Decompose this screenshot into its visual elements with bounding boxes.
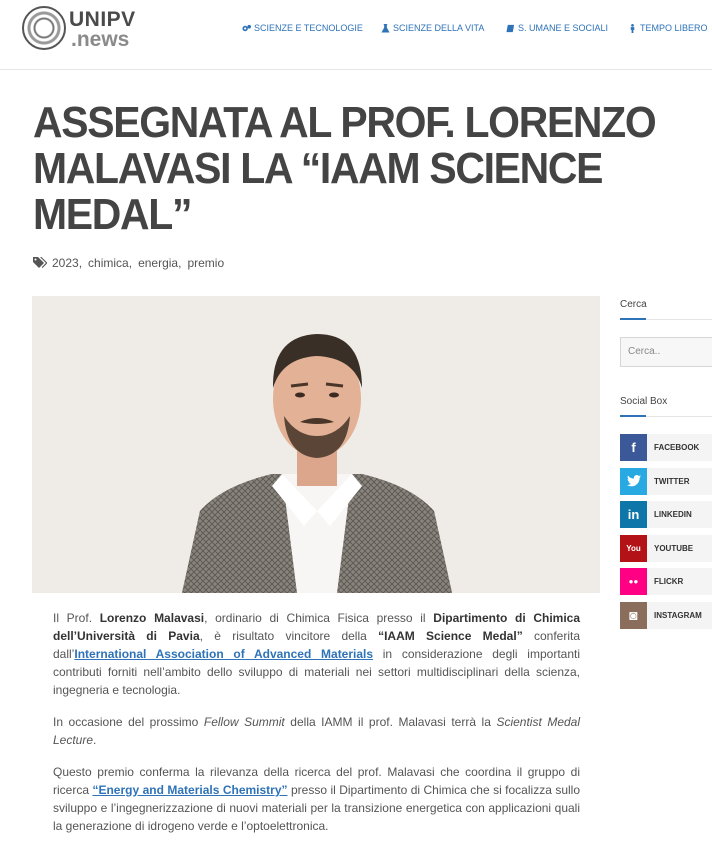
search-widget-title: Cerca: [620, 299, 647, 310]
nav-scienze-tecnologie[interactable]: [242, 23, 363, 33]
bold-text: Dipartimento di Chimica dell’Università di Pavia: [53, 611, 581, 643]
widget-divider: [646, 416, 712, 417]
tag-label: energia: [138, 256, 179, 270]
logo-text-unipv: UNIPV: [69, 8, 136, 31]
social-widget-title: Social Box: [620, 396, 668, 407]
italic-text: Scientist Medal Lecture: [53, 715, 581, 747]
social-linkedin[interactable]: [620, 501, 712, 528]
tags-icon: [33, 257, 47, 269]
social-label: FLICKR: [647, 568, 712, 595]
text: In occasione del prossimo: [53, 715, 204, 729]
widget-underline: [620, 318, 646, 320]
social-instagram[interactable]: [620, 602, 712, 629]
social-label: LINKEDIN: [647, 501, 712, 528]
social-flickr[interactable]: [620, 568, 712, 595]
nav-label: SCIENZE E TECNOLOGIE: [254, 23, 363, 33]
social-label: YOUTUBE: [647, 535, 712, 562]
text: Il Prof.: [53, 611, 100, 625]
social-label: INSTAGRAM: [647, 602, 712, 629]
site-logo[interactable]: [22, 6, 152, 52]
article-photo: [32, 296, 600, 593]
tag-list: [33, 256, 230, 270]
text: conferita dall’: [53, 629, 581, 661]
social-list: [620, 434, 712, 629]
site-header: [0, 0, 712, 70]
sidebar: [620, 296, 712, 635]
text: presso il Dipartimento di Chimica che si focalizza sullo sviluppo e l’ingegnerizzazione di nuovi materiali per la transizione energetica con applicazioni quali la generazione di idrogeno verde e l’optoelettronica.: [53, 783, 580, 833]
facebook-icon: f: [620, 434, 647, 461]
tag-link[interactable]: energia,: [138, 256, 182, 270]
portrait-illustration: [32, 296, 600, 593]
person-icon: [628, 24, 637, 33]
widget-underline: [620, 415, 646, 417]
article-title: ASSEGNATA AL PROF. LORENZO MALAVASI LA “IAAM SCIENCE MEDAL”: [33, 98, 656, 239]
research-group-link[interactable]: “Energy and Materials Chemistry”: [92, 783, 288, 797]
widget-divider: [646, 319, 712, 320]
text: della IAMM il prof. Malavasi terrà la: [284, 715, 497, 729]
nav-umane-sociali[interactable]: [506, 23, 608, 33]
iaam-link[interactable]: International Association of Advanced Materials: [74, 647, 374, 661]
flask-icon: [381, 24, 390, 33]
search-input[interactable]: Cerca..: [620, 337, 712, 367]
article-body: [53, 609, 580, 849]
university-seal-icon: [22, 6, 66, 50]
linkedin-icon: in: [620, 501, 647, 528]
book-icon: [506, 24, 515, 33]
tag-link[interactable]: chimica,: [88, 256, 133, 270]
social-widget: [620, 393, 712, 629]
social-youtube[interactable]: [620, 535, 712, 562]
bold-text: Lorenzo Malavasi: [99, 611, 205, 625]
paragraph: [53, 763, 580, 835]
nav-label: TEMPO LIBERO: [640, 23, 708, 33]
text: Questo premio conferma la rilevanza della ricerca del prof. Malavasi che coordina il gruppo di ricerca: [53, 765, 580, 797]
flickr-icon: ●●: [620, 568, 647, 595]
gears-icon: [242, 24, 251, 33]
nav-tempo-libero[interactable]: [628, 23, 708, 33]
paragraph: [53, 609, 580, 699]
logo-text-news: .news: [71, 28, 130, 51]
tag-label: 2023: [52, 256, 79, 270]
social-label: TWITTER: [647, 468, 712, 495]
nav-label: SCIENZE DELLA VITA: [393, 23, 485, 33]
tag-label: chimica: [88, 256, 129, 270]
twitter-icon: [620, 468, 647, 495]
social-twitter[interactable]: [620, 468, 712, 495]
text: .: [93, 733, 97, 747]
text: , è risultato vincitore della: [199, 629, 379, 643]
social-label: FACEBOOK: [647, 434, 712, 461]
text: , ordinario di Chimica Fisica presso il: [204, 611, 434, 625]
tag-link[interactable]: 2023,: [52, 256, 83, 270]
bold-text: “IAAM Science Medal”: [378, 629, 523, 643]
nav-scienze-vita[interactable]: [381, 23, 484, 33]
search-widget: [620, 296, 712, 367]
social-facebook[interactable]: [620, 434, 712, 461]
instagram-icon: ◙: [620, 602, 647, 629]
nav-label: S. UMANE E SOCIALI: [518, 23, 609, 33]
youtube-icon: You: [620, 535, 647, 562]
text: in considerazione degli importanti contributi forniti nell’ambito dello sviluppo di materiali nei settori multidisciplinari della scienza, ingegneria e tecnologia.: [53, 647, 580, 697]
tag-link[interactable]: [187, 256, 224, 270]
paragraph: [53, 713, 580, 749]
tag-label: premio: [187, 256, 225, 270]
italic-text: Fellow Summit: [203, 715, 285, 729]
